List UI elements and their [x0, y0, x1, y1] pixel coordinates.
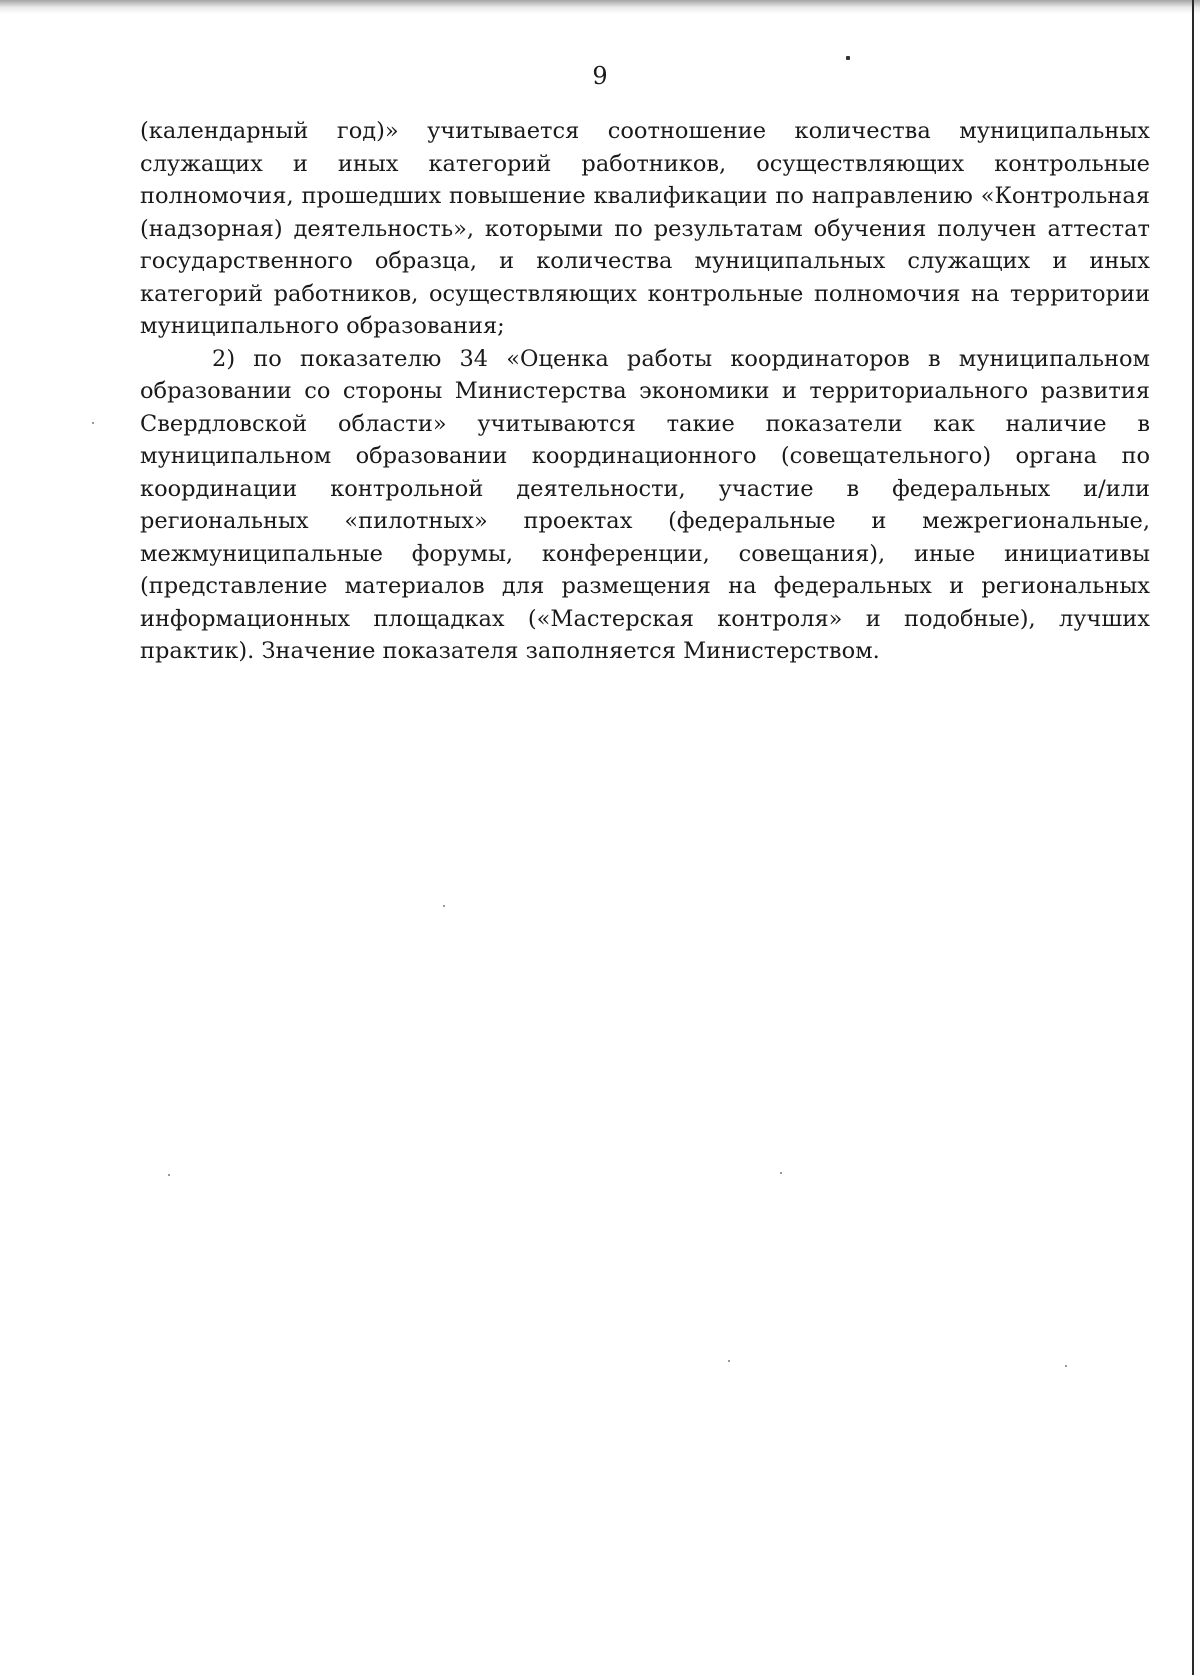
scan-speck	[1065, 1365, 1067, 1367]
scan-speck	[443, 905, 445, 907]
scan-speck	[780, 1172, 782, 1174]
document-body	[140, 115, 1150, 668]
scan-speck	[168, 1174, 170, 1176]
scan-speck	[728, 1360, 730, 1362]
paragraph-item-2: 2) по показателю 34 «Оценка работы координаторов в муниципальном образовании со стороны Министерства экономики и территориального развития Свердловской области» учитываются такие показатели как наличие в муниципальном образовании координационного (совещательного) органа по координации контрольной деятельности, участие в федеральных и/или региональных «пилотных» проектах (федеральные и межрегиональные, межмуниципальные форумы, конференции, совещания), иные инициативы (представление материалов для размещения на федеральных и региональных информационных площадках («Мастерская контроля» и подобные), лучших практик). Значение показателя заполняется Министерством.	[140, 345, 1150, 664]
scan-edge-right	[1192, 0, 1194, 1675]
page-number: 9	[592, 62, 608, 90]
scan-speck	[92, 422, 94, 424]
scan-edge-top	[0, 0, 1200, 14]
paragraph-continuation: (календарный год)» учитывается соотношение количества муниципальных служащих и иных категорий работников, осуществляющих контрольные полномочия, прошедших повышение квалификации по направлению «Контрольная (надзорная) деятельность», которыми по результатам обучения получен аттестат государственного образца, и количества муниципальных служащих и иных категорий работников, осуществляющих контрольные полномочия на территории муниципального образования;	[140, 118, 1150, 339]
